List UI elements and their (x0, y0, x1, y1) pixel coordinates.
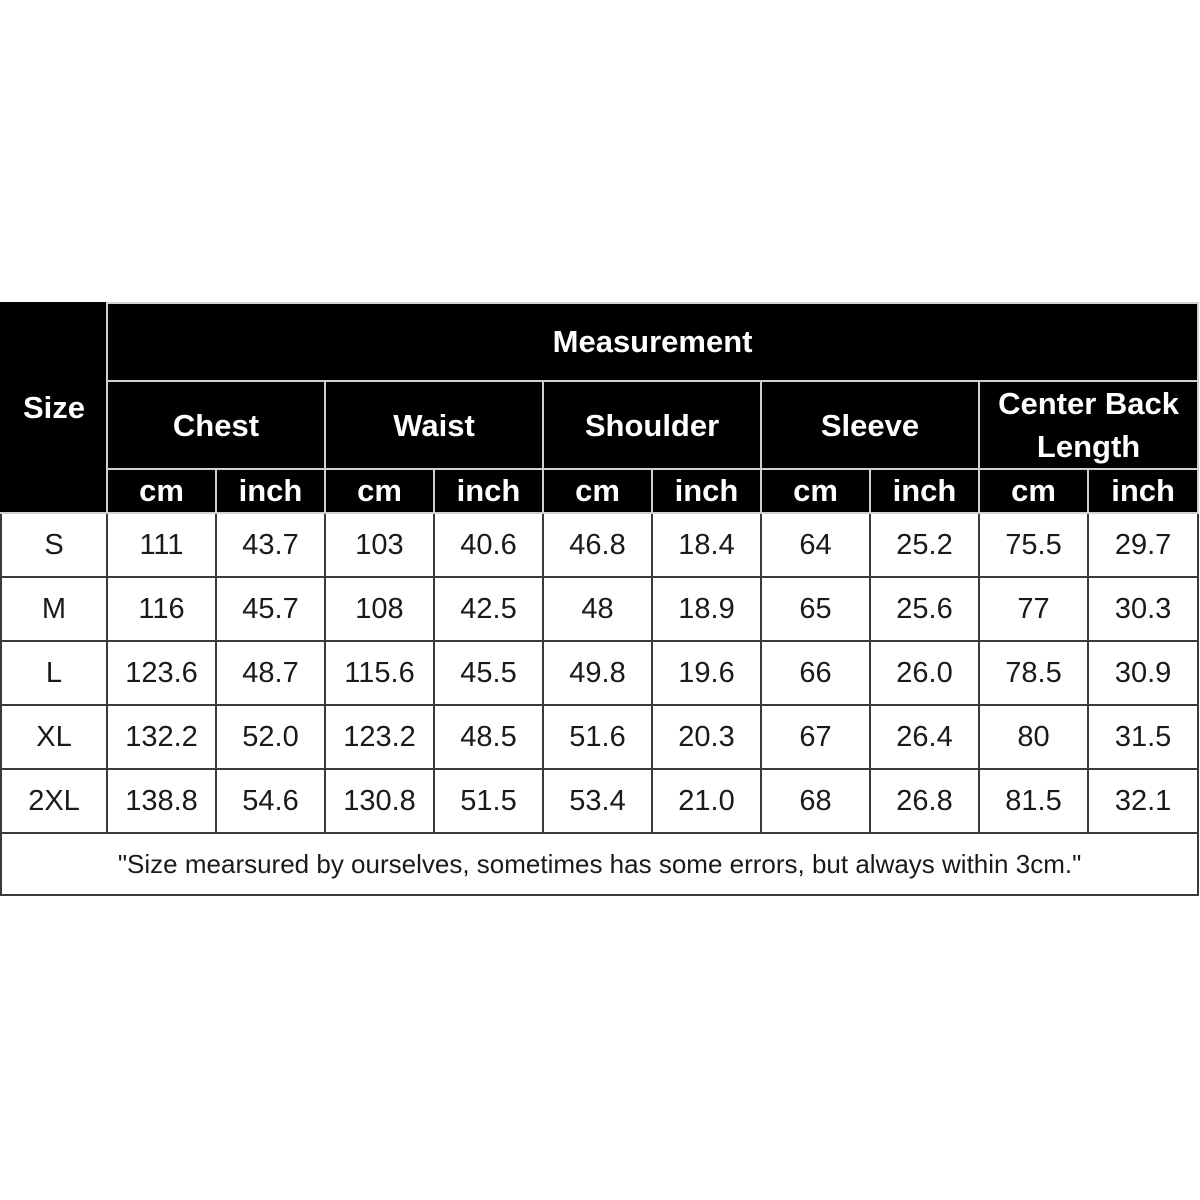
value-cell: 130.8 (325, 769, 434, 833)
value-cell: 52.0 (216, 705, 325, 769)
value-cell: 18.4 (652, 513, 761, 577)
group-header-sleeve: Sleeve (761, 381, 979, 469)
value-cell: 78.5 (979, 641, 1088, 705)
value-cell: 64 (761, 513, 870, 577)
value-cell: 21.0 (652, 769, 761, 833)
size-cell: L (1, 641, 107, 705)
value-cell: 108 (325, 577, 434, 641)
value-cell: 77 (979, 577, 1088, 641)
value-cell: 65 (761, 577, 870, 641)
value-cell: 43.7 (216, 513, 325, 577)
unit-header: cm (543, 469, 652, 513)
value-cell: 42.5 (434, 577, 543, 641)
group-header-center-back-length: Center Back Length (979, 381, 1198, 469)
value-cell: 45.5 (434, 641, 543, 705)
size-cell: S (1, 513, 107, 577)
unit-header: inch (216, 469, 325, 513)
unit-header: inch (652, 469, 761, 513)
value-cell: 103 (325, 513, 434, 577)
value-cell: 132.2 (107, 705, 216, 769)
value-cell: 123.6 (107, 641, 216, 705)
table-row (1, 577, 1198, 641)
value-cell: 111 (107, 513, 216, 577)
value-cell: 26.8 (870, 769, 979, 833)
value-cell: 26.4 (870, 705, 979, 769)
value-cell: 20.3 (652, 705, 761, 769)
table-row (1, 705, 1198, 769)
group-header-chest: Chest (107, 381, 325, 469)
unit-header: inch (1088, 469, 1198, 513)
value-cell: 49.8 (543, 641, 652, 705)
measurement-header: Measurement (107, 303, 1198, 381)
value-cell: 32.1 (1088, 769, 1198, 833)
size-note: "Size mearsured by ourselves, sometimes has some errors, but always within 3cm." (1, 833, 1198, 895)
value-cell: 45.7 (216, 577, 325, 641)
value-cell: 18.9 (652, 577, 761, 641)
unit-header: cm (325, 469, 434, 513)
value-cell: 81.5 (979, 769, 1088, 833)
unit-header: inch (870, 469, 979, 513)
value-cell: 30.9 (1088, 641, 1198, 705)
value-cell: 68 (761, 769, 870, 833)
table-row (1, 769, 1198, 833)
value-cell: 51.6 (543, 705, 652, 769)
value-cell: 48 (543, 577, 652, 641)
value-cell: 26.0 (870, 641, 979, 705)
value-cell: 48.7 (216, 641, 325, 705)
group-header-shoulder: Shoulder (543, 381, 761, 469)
value-cell: 80 (979, 705, 1088, 769)
value-cell: 29.7 (1088, 513, 1198, 577)
unit-header: cm (107, 469, 216, 513)
value-cell: 75.5 (979, 513, 1088, 577)
value-cell: 30.3 (1088, 577, 1198, 641)
unit-header: cm (979, 469, 1088, 513)
value-cell: 53.4 (543, 769, 652, 833)
size-cell: XL (1, 705, 107, 769)
value-cell: 66 (761, 641, 870, 705)
value-cell: 25.6 (870, 577, 979, 641)
size-table (0, 302, 1199, 896)
size-cell: 2XL (1, 769, 107, 833)
unit-header: inch (434, 469, 543, 513)
table-row (1, 513, 1198, 577)
table-row (1, 641, 1198, 705)
value-cell: 46.8 (543, 513, 652, 577)
value-cell: 115.6 (325, 641, 434, 705)
value-cell: 123.2 (325, 705, 434, 769)
group-header-waist: Waist (325, 381, 543, 469)
size-column-header: Size (1, 303, 107, 513)
value-cell: 67 (761, 705, 870, 769)
size-chart (0, 302, 1198, 896)
value-cell: 51.5 (434, 769, 543, 833)
value-cell: 40.6 (434, 513, 543, 577)
value-cell: 138.8 (107, 769, 216, 833)
value-cell: 48.5 (434, 705, 543, 769)
unit-header: cm (761, 469, 870, 513)
value-cell: 19.6 (652, 641, 761, 705)
size-cell: M (1, 577, 107, 641)
value-cell: 116 (107, 577, 216, 641)
value-cell: 25.2 (870, 513, 979, 577)
value-cell: 31.5 (1088, 705, 1198, 769)
value-cell: 54.6 (216, 769, 325, 833)
